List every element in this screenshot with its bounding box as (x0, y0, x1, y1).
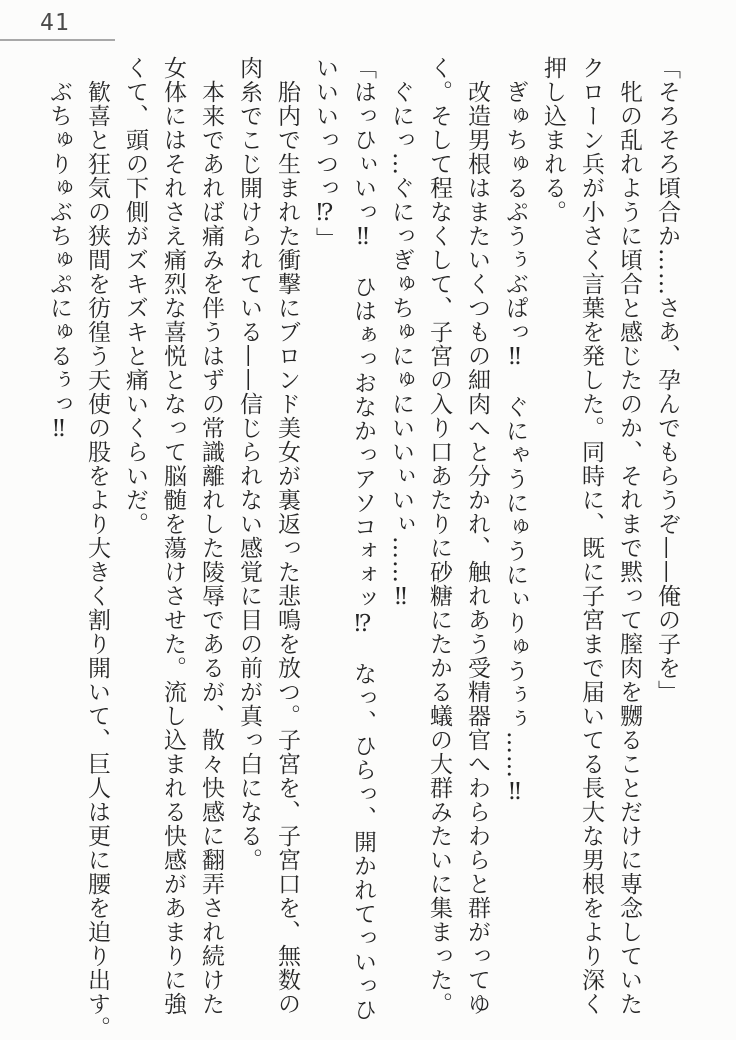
text-line: ぶちゅりゅぶちゅぷにゅるぅっ‼ (46, 56, 72, 443)
text-line: 改造男根はまたいくつもの細肉へと分かれ、触れあう受精器官へわらわらと群がってゆ (464, 56, 490, 1016)
text-line: 胎内で生まれた衝撃にブロンド美女が裏返った悲鳴を放つ。子宮を、子宮口を、無数の (274, 56, 300, 1016)
text-line: 「はっひぃいっ‼ ひはぁっおなかっアソコォォッ⁉ なっ、ひらっ、開かれてっいっひ (350, 56, 376, 1022)
vertical-text-area (40, 56, 686, 1040)
text-line: くて、頭の下側がズキズキと痛いくらいだ。 (122, 56, 148, 536)
text-line: ぎゅちゅるぷうぅぶぱっ‼ ぐにゃうにゅうにぃりゅうぅぅ……‼ (502, 56, 528, 806)
text-line: 牝の乱れように頃合と感じたのか、それまで黙って膣肉を嬲ることだけに専念していた (616, 56, 642, 1016)
text-line: 肉糸でこじ開けられている——信じられない感覚に目の前が真っ白になる。 (236, 56, 262, 872)
text-line: いいいっつっ⁉」 (312, 56, 338, 251)
text-line: く。そして程なくして、子宮の入り口あたりに砂糖にたかる蟻の大群みたいに集まった。 (426, 56, 452, 1016)
text-line: 本来であれば痛みを伴うはずの常識離れした陵辱であるが、散々快感に翻弄され続けた (198, 56, 224, 1016)
text-line: 押し込まれる。 (540, 56, 566, 224)
text-line: 「そろそろ頃合か……さあ、孕んでもらうぞ——俺の子を」 (654, 56, 680, 704)
text-line: 女体にはそれさえ痛烈な喜悦となって脳髄を蕩けさせた。流し込まれる快感があまりに強 (160, 56, 186, 1016)
text-line: ぐにっ…ぐにっぎゅちゅにゅにいいぃいぃ……‼ (388, 56, 414, 611)
text-line: 歓喜と狂気の狭間を彷徨う天使の股をより大きく割り開いて、巨人は更に腰を迫り出す。 (84, 56, 110, 1040)
text-line: クローン兵が小さく言葉を発した。同時に、既に子宮まで届いてる長大な男根をより深く (578, 56, 604, 1016)
page-number-rule (0, 39, 115, 41)
page-number: 41 (40, 10, 70, 36)
page-number-area (0, 8, 115, 38)
